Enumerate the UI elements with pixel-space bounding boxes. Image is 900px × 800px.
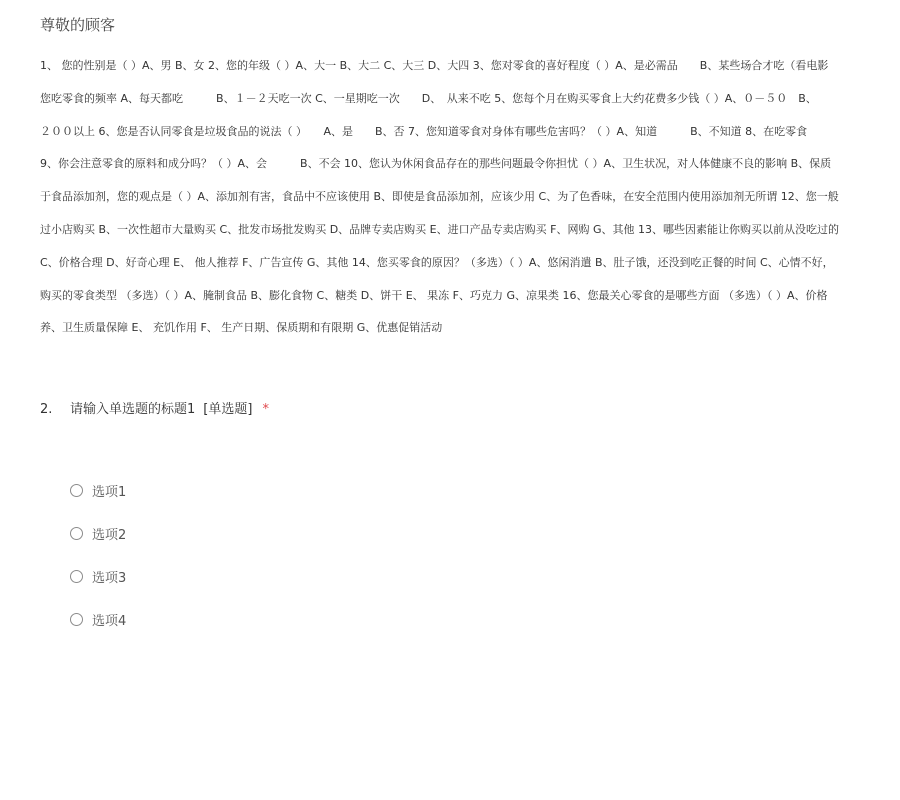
description-line: 养、卫生质量保障 E、 充饥作用 F、 生产日期、保质期和有限期 G、优惠促销活动 <box>40 321 443 335</box>
required-marker: * <box>262 402 269 417</box>
option-label[interactable]: 选项3 <box>92 571 127 586</box>
question-1 <box>40 14 900 345</box>
radio-button[interactable] <box>70 613 83 626</box>
description-line: 过小店购买 B、一次性超市大量购买 C、批发市场批发购买 D、品牌专卖店购买 E、进口产品专卖店购买 F、网购 G、其他 13、哪些因素能让你购买以前从没吃过的 <box>40 222 839 236</box>
description-line: 于食品添加剂，您的观点是（ ）A、添加剂有害，食品中不应该使用 B、即使是食品添加剂，应该少用 C、为了色香味，在安全范围内使用添加剂无所谓 12、您一般 <box>40 190 839 204</box>
option-2[interactable] <box>70 512 880 555</box>
question-1-title: 尊敬的顾客 <box>40 16 116 34</box>
option-list <box>70 469 880 641</box>
radio-button[interactable] <box>70 527 83 540</box>
question-1-description <box>40 50 900 345</box>
option-4[interactable] <box>70 598 880 641</box>
description-line: 您吃零食的频率 A、每天都吃 B、１－２天吃一次 C、一星期吃一次 D、 从来不吃 5、您每个月在购买零食上大约花费多少钱（ ）A、０－５０ B、 <box>40 91 817 105</box>
option-3[interactable] <box>70 555 880 598</box>
question-number: 2. <box>40 402 53 417</box>
radio-button[interactable] <box>70 484 83 497</box>
description-line: ２００以上 6、您是否认同零食是垃圾食品的说法（ ） A、是 B、否 7、您知道零食对身体有哪些危害吗？（ ）A、知道 B、不知道 8、在吃零食 <box>40 124 808 138</box>
radio-button[interactable] <box>70 570 83 583</box>
option-label[interactable]: 选项1 <box>92 485 127 500</box>
question-2 <box>40 398 880 641</box>
option-label[interactable]: 选项2 <box>92 528 127 543</box>
description-line: C、价格合理 D、好奇心理 E、 他人推荐 F、广告宣传 G、其他 14、您买零食的原因？（多选）（ ）A、悠闲消遣 B、肚子饿，还没到吃正餐的时间 C、心情不好， <box>40 255 834 269</box>
question-2-header <box>40 398 880 422</box>
description-line: 1、 您的性别是（ ）A、男 B、女 2、您的年级（ ）A、大一 B、大二 C、大三 D、大四 3、您对零食的喜好程度（ ）A、是必需品 B、某些场合才吃（看电影 <box>40 59 829 72</box>
option-1[interactable] <box>70 469 880 512</box>
question-2-title: 请输入单选题的标题1 <box>70 402 196 417</box>
option-label[interactable]: 选项4 <box>92 614 127 629</box>
description-line: 购买的零食类型 （多选）（ ）A、腌制食品 B、膨化食物 C、糖类 D、饼干 E、 果冻 F、巧克力 G、凉果类 16、您最关心零食的是哪些方面 （多选）（ ）A、价格 <box>40 288 828 302</box>
question-type-label: [单选题] <box>203 402 253 417</box>
description-line: 9、你会注意零食的原料和成分吗？（ ）A、会 B、不会 10、您认为休闲食品存在的那些问题最令你担忧（ ）A、卫生状况，对人体健康不良的影响 B、保质 <box>40 157 832 171</box>
